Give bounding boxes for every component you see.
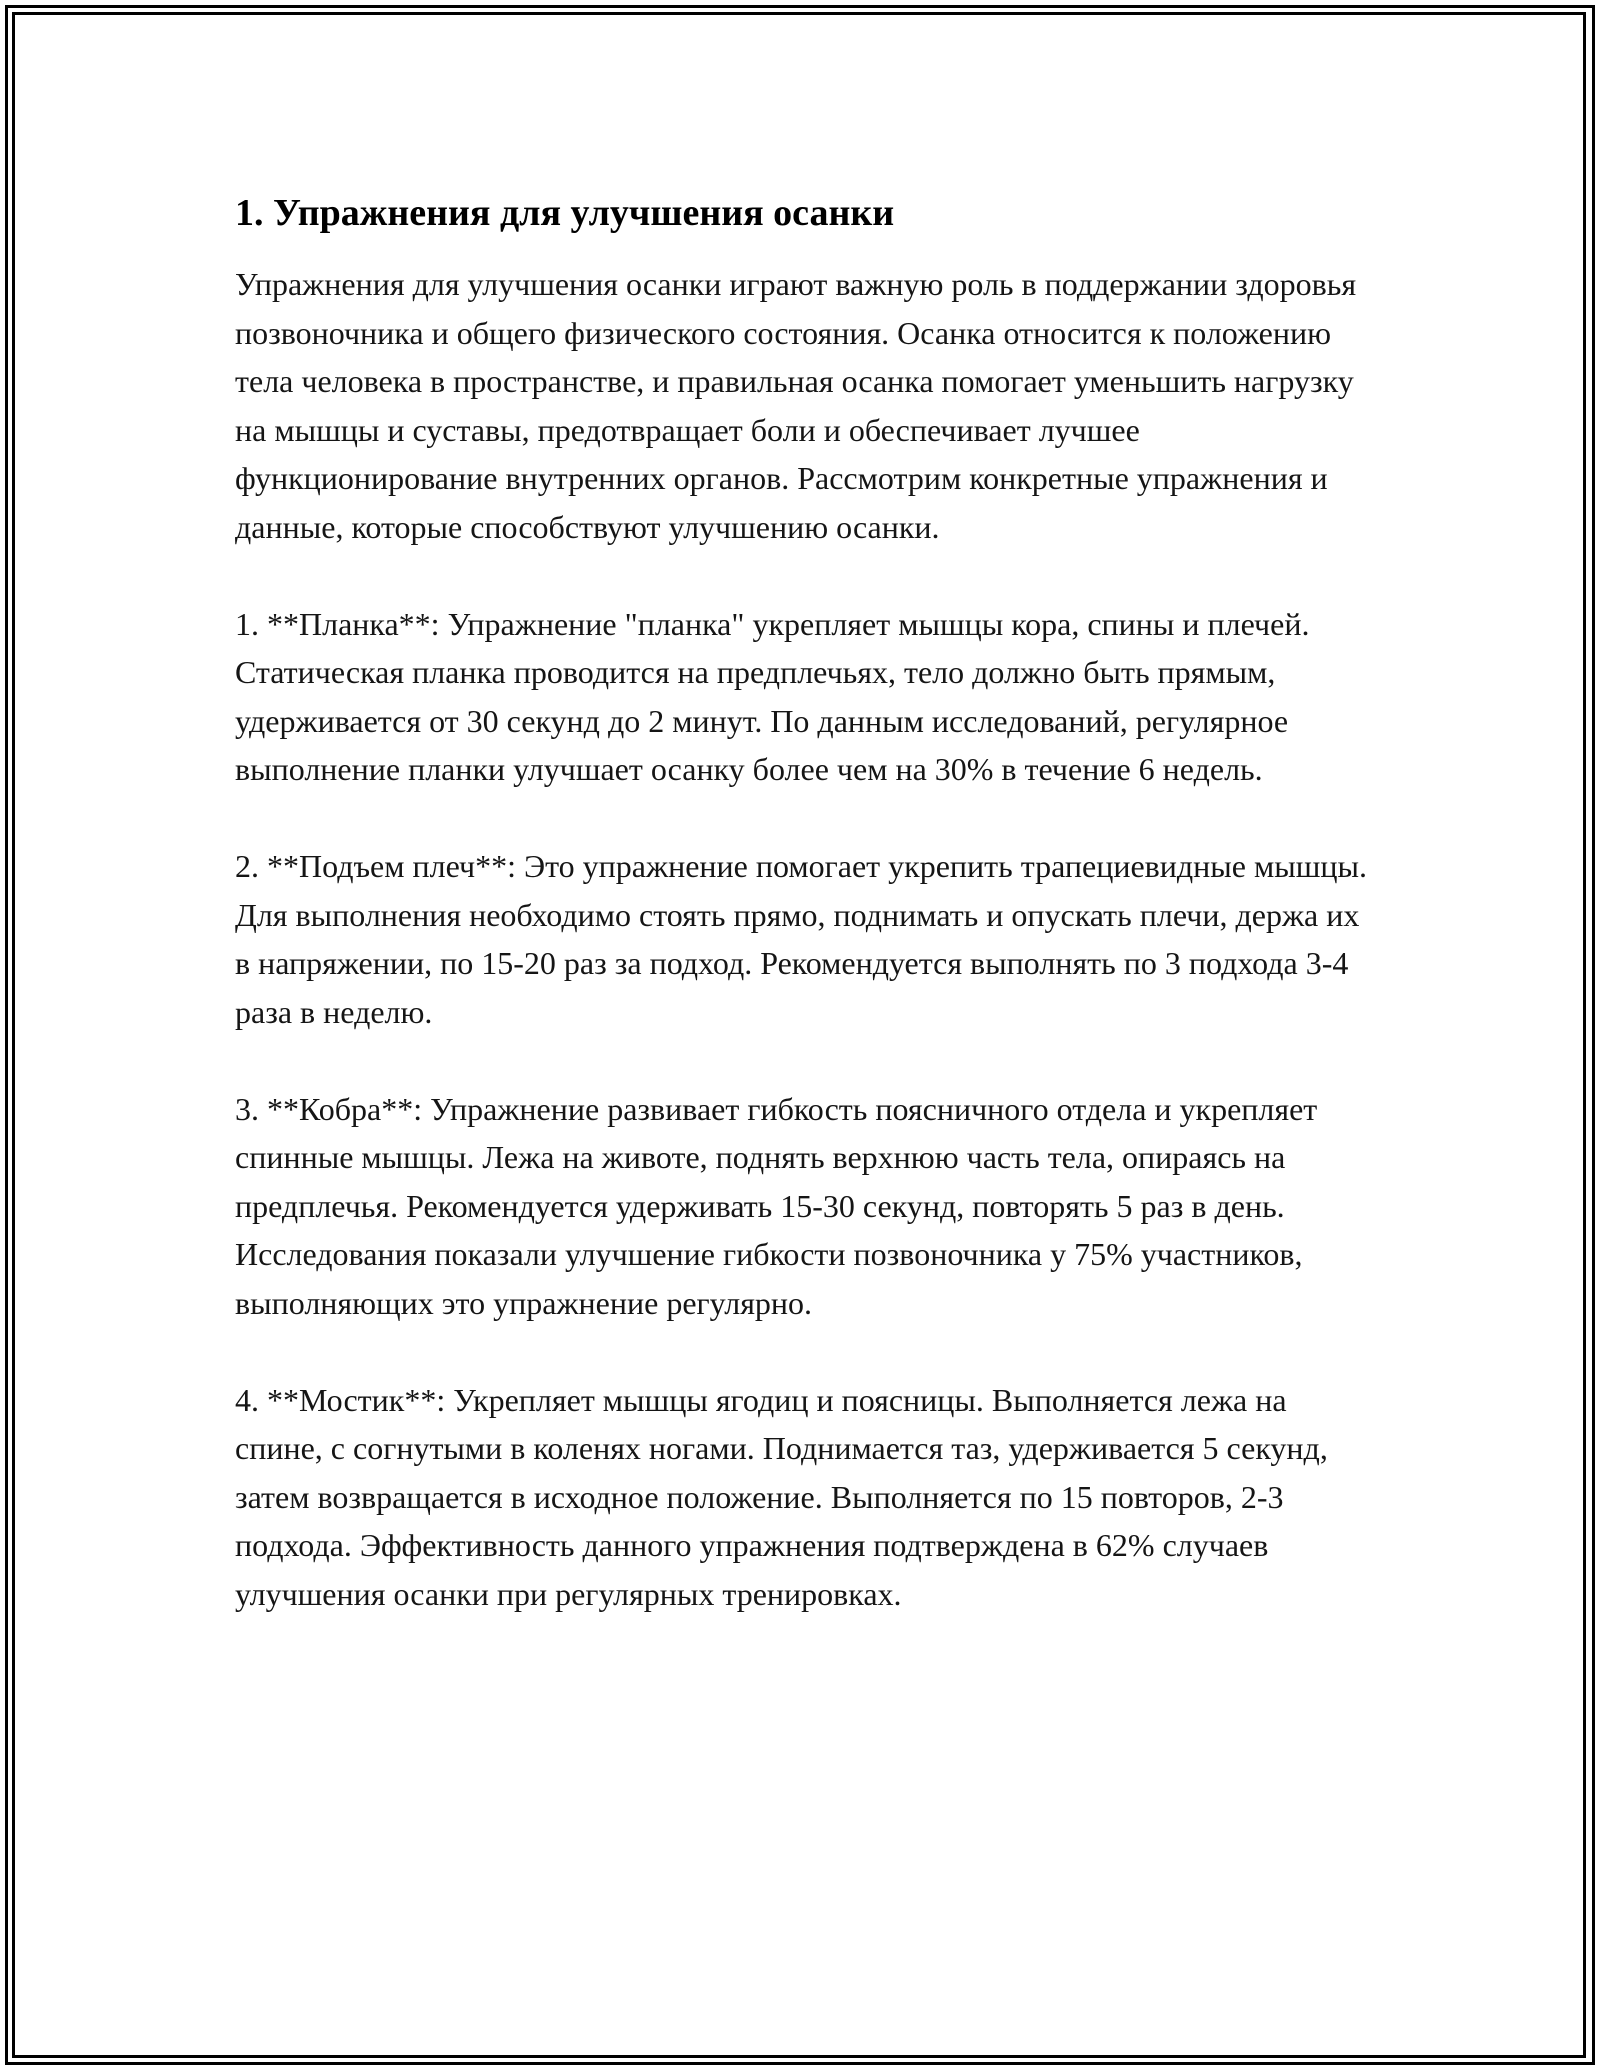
document-body — [235, 186, 1375, 1667]
page-title: 1. Упражнения для улучшения осанки — [235, 192, 895, 234]
exercise-paragraph-cobra: 3. **Кобра**: Упражнение развивает гибкость поясничного отдела и укрепляет спинные мышцы. Лежа на животе, поднять верхнюю часть тела, опираясь на предплечья. Рекомендуется удерживать 15-30 секунд, повторять 5 раз в день. Исследования показали улучшение гибкости позвоночника у 75% участников, выполняющих это упражнение регулярно. — [235, 1090, 1318, 1321]
exercise-paragraph-plank: 1. **Планка**: Упражнение "планка" укрепляет мышцы кора, спины и плечей. Статическая планка проводится на предплечьях, тело должно быть прямым, удерживается от 30 секунд до 2 минут. По данным исследований, регулярное выполнение планки улучшает осанку более чем на 30% в течение 6 недель. — [235, 605, 1310, 787]
exercise-paragraph-bridge: 4. **Мостик**: Укрепляет мышцы ягодиц и поясницы. Выполняется лежа на спине, с согнутыми в коленях ногами. Поднимается таз, удерживается 5 секунд, затем возвращается в исходное положение. Выполняется по 15 повторов, 2-3 подхода. Эффективность данного упражнения подтверждена в 62% случаев улучшения осанки при регулярных тренировках. — [235, 1381, 1328, 1612]
intro-paragraph: Упражнения для улучшения осанки играют важную роль в поддержании здоровья позвоночника и общего физического состояния. Осанка относится к положению тела человека в пространстве, и правильная осанка помогает уменьшить нагрузку на мышцы и суставы, предотвращает боли и обеспечивает лучшее функционирование внутренних органов. Рассмотрим конкретные упражнения и данные, которые способствуют улучшению осанки. — [235, 266, 1357, 545]
exercise-paragraph-shoulder-raise: 2. **Подъем плеч**: Это упражнение помогает укрепить трапециевидные мышцы. Для выполнения необходимо стоять прямо, поднимать и опускать плечи, держа их в напряжении, по 15-20 раз за подход. Рекомендуется выполнять по 3 подхода 3-4 раза в неделю. — [235, 848, 1368, 1030]
